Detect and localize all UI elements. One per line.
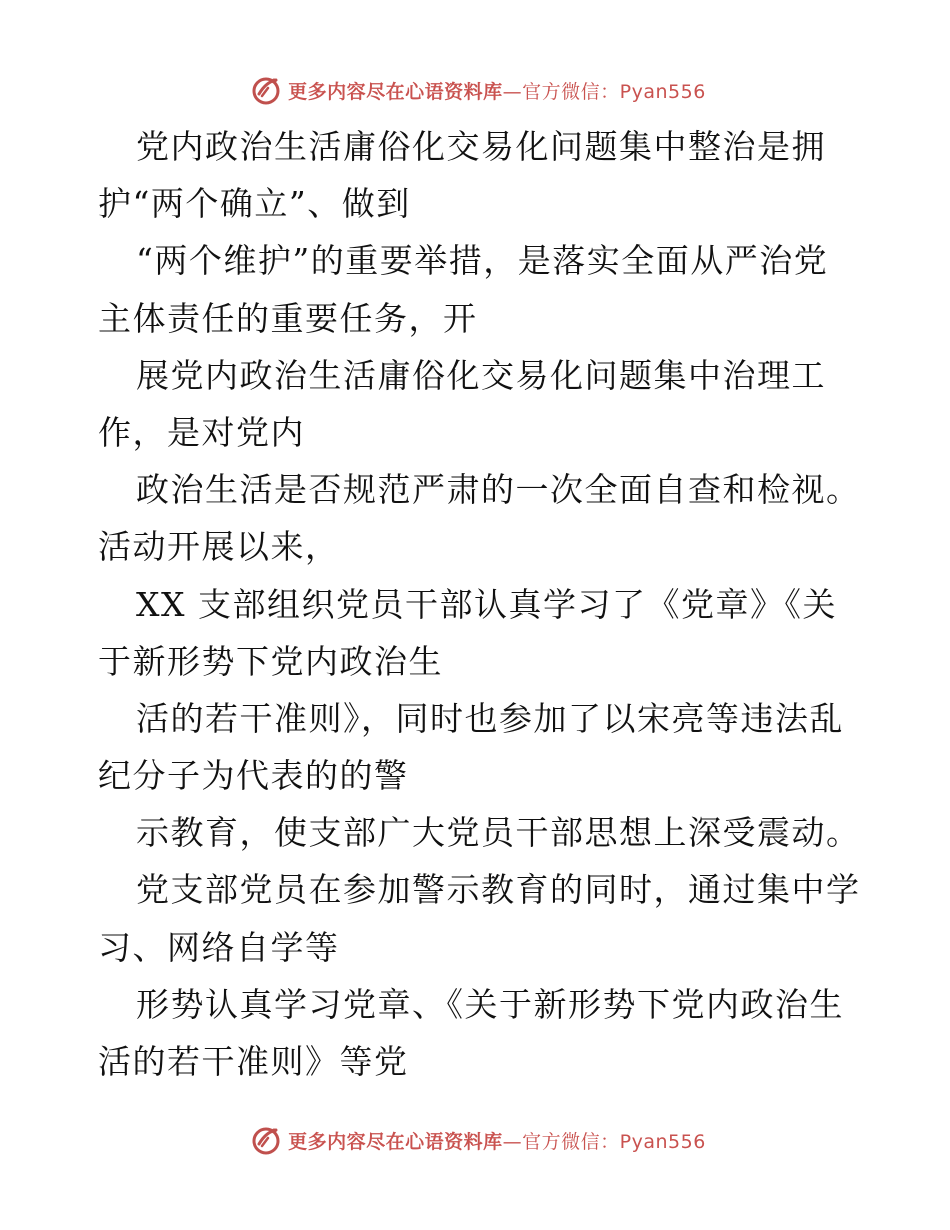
text-line: 作，是对党内: [98, 412, 305, 452]
footer-watermark: [0, 1120, 950, 1160]
text-line: 示教育，使支部广大党员干部思想上深受震动。: [136, 813, 861, 853]
footer-wechat-text: 官方微信：Pyan556: [522, 1130, 706, 1153]
text-line: 纪分子为代表的的警: [98, 756, 409, 796]
document-body: [98, 118, 861, 1090]
text-line: XX 支部组织党员干部认真学习了《党章》《关: [136, 584, 837, 624]
header-dash: —: [502, 80, 523, 103]
text-line: 政治生活是否规范严肃的一次全面自查和检视。: [136, 470, 861, 510]
header-wechat-text: 官方微信：Pyan556: [522, 80, 706, 103]
header-watermark: [0, 70, 950, 110]
text-line: 于新形势下党内政治生: [98, 641, 443, 681]
text-line: 展党内政治生活庸俗化交易化问题集中治理工: [136, 355, 826, 395]
text-line: 活的若干准则》，同时也参加了以宋亮等违法乱: [136, 698, 844, 738]
header-site-text: 更多内容尽在心语资料库: [288, 80, 503, 103]
footer-site-text: 更多内容尽在心语资料库: [288, 1130, 503, 1153]
brand-logo-icon: [250, 74, 282, 106]
text-line: 活的若干准则》等党: [98, 1042, 409, 1081]
brand-logo-icon: [250, 1124, 282, 1156]
text-line: 护“两个确立”、做到: [98, 184, 411, 224]
footer-dash: —: [502, 1130, 523, 1153]
text-line: 活动开展以来，: [98, 527, 340, 567]
text-line: 形势认真学习党章、《关于新形势下党内政治生: [136, 984, 844, 1024]
text-line: “两个维护”的重要举措，是落实全面从严治党: [136, 241, 829, 281]
text-line: 主体责任的重要任务，开: [98, 298, 478, 338]
text-line: 习、网络自学等: [98, 927, 340, 967]
text-line: 党内政治生活庸俗化交易化问题集中整治是拥: [136, 127, 826, 166]
text-line: 党支部党员在参加警示教育的同时，通过集中学: [136, 870, 861, 910]
